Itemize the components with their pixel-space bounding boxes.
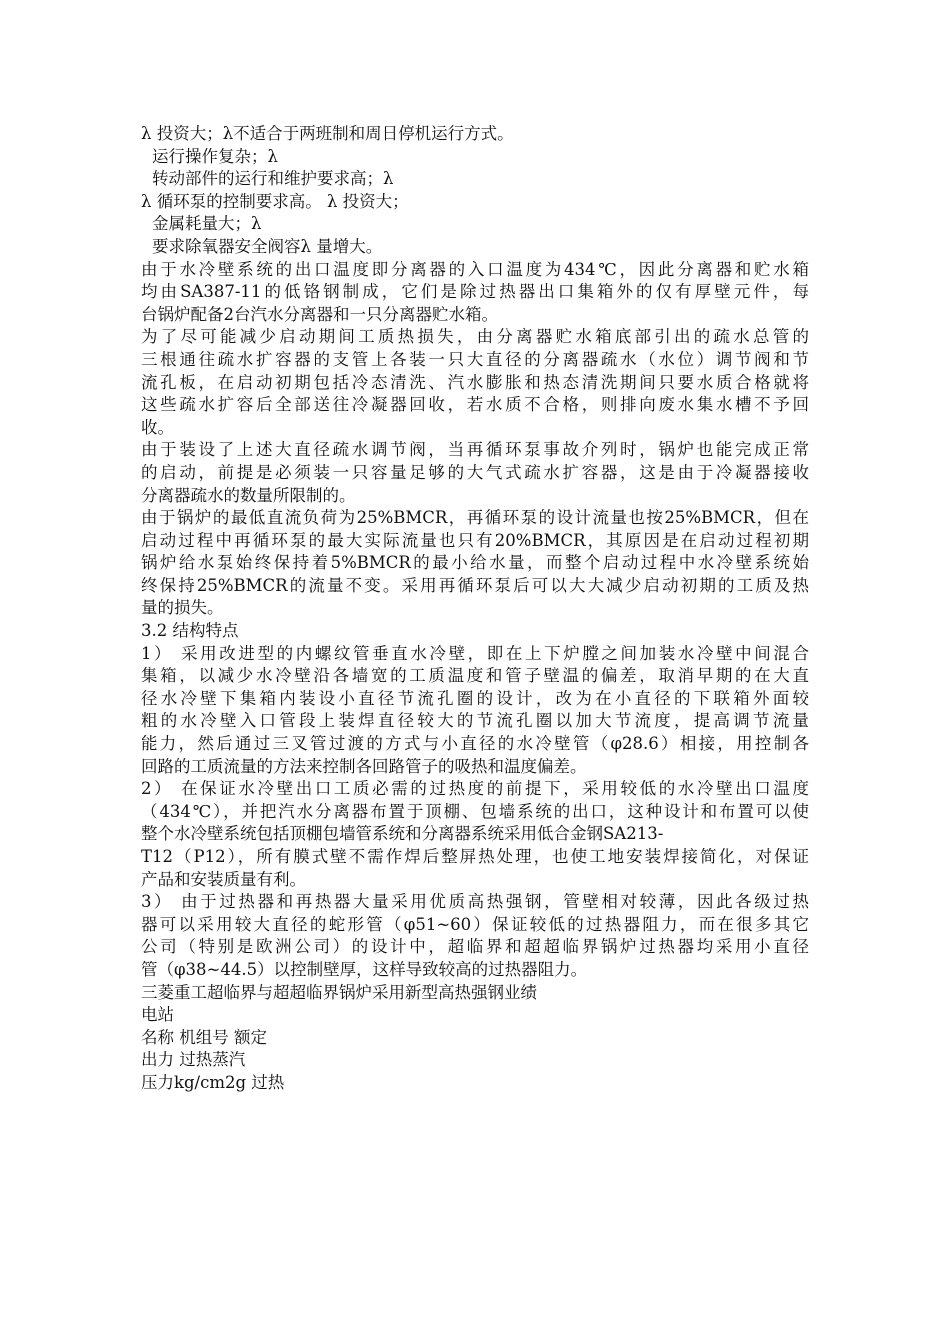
text-line: 由于锅炉的最低直流负荷为25%BMCR，再循环泵的设计流量也按25%BMCR，但在 xyxy=(141,508,809,528)
text-line: 公司（特别是欧洲公司）的设计中，超临界和超超临界锅炉过热器均采用小直径 xyxy=(141,937,809,957)
text-line: 量的损失。 xyxy=(141,598,224,618)
text-line: 流孔板，在启动初期包括冷态清洗、汽水膨胀和热态清洗期间只要水质合格就将 xyxy=(141,372,809,392)
text-line: 的启动，前提是必须装一只容量足够的大气式疏水扩容器，这是由于冷凝器接收 xyxy=(141,462,809,482)
text-line: 回路的工质流量的方法来控制各回路管子的吸热和温度偏差。 xyxy=(141,756,587,776)
text-line: 1） 采用改进型的内螺纹管垂直水冷壁，即在上下炉膛之间加装水冷壁中间混合 xyxy=(141,643,809,663)
text-line: 三菱重工超临界与超超临界锅炉采用新型高热强钢业绩 xyxy=(141,982,537,1002)
text-line: 这些疏水扩容后全部送往冷凝器回收，若水质不合格，则排向废水集水槽不予回 xyxy=(141,395,809,415)
section-heading: 3.2 结构特点 xyxy=(141,621,239,641)
text-line: 要求除氧器安全阀容λ 量增大。 xyxy=(152,236,383,256)
text-line: T12（P12），所有膜式壁不需作焊后整屏热处理，也使工地安装焊接简化，对保证 xyxy=(141,847,809,866)
text-line: 运行操作复杂；λ xyxy=(152,146,278,166)
text-line: 由于水冷壁系统的出口温度即分离器的入口温度为434℃，因此分离器和贮水箱 xyxy=(141,259,809,279)
text-line: 产品和安装质量有利。 xyxy=(141,869,306,889)
text-line: 终保持25%BMCR的流量不变。采用再循环泵后可以大大减少启动初期的工质及热 xyxy=(141,575,809,595)
text-line: 锅炉给水泵始终保持着5%BMCR的最小给水量，而整个启动过程中水冷壁系统始 xyxy=(141,553,809,573)
text-line: 径水冷壁下集箱内装设小直径节流孔圈的设计，改为在小直径的下联箱外面较 xyxy=(141,688,809,708)
text-line: 2） 在保证水冷壁出口工质必需的过热度的前提下，采用较低的水冷壁出口温度 xyxy=(141,779,809,799)
text-line: 3） 由于过热器和再热器大量采用优质高热强钢，管壁相对较薄，因此各级过热 xyxy=(141,892,809,912)
text-line: 由于装设了上述大直径疏水调节阀，当再循环泵事故介列时，锅炉也能完成正常 xyxy=(141,440,809,460)
text-line: 名称 机组号 额定 xyxy=(141,1027,267,1047)
text-line: 分离器疏水的数量所限制的。 xyxy=(141,485,356,505)
text-line: 三根通往疏水扩容器的支管上各装一只大直径的分离器疏水（水位）调节阀和节 xyxy=(141,349,809,369)
text-line: 粗的水冷壁入口管段上装焊直径较大的节流孔圈以加大节流度，提高调节流量 xyxy=(141,711,809,731)
text-line: （434℃），并把汽水分离器布置于顶棚、包墙系统的出口，这种设计和布置可以使 xyxy=(141,801,809,821)
text-line: 电站 xyxy=(141,1005,174,1025)
text-line: 出力 过热蒸汽 xyxy=(141,1050,246,1070)
text-line: 启动过程中再循环泵的最大实际流量也只有20%BMCR，其原因是在启动过程初期 xyxy=(141,530,809,550)
text-line: 整个水冷壁系统包括顶棚包墙管系统和分离器系统采用低合金钢SA213- xyxy=(141,824,664,844)
text-line: λ 循环泵的控制要求高。 λ 投资大； xyxy=(141,191,409,211)
text-line: 收。 xyxy=(141,417,174,437)
text-line: 金属耗量大；λ xyxy=(152,214,262,234)
text-line: 能力，然后通过三叉管过渡的方式与小直径的水冷壁管（φ28.6）相接，用控制各 xyxy=(141,734,809,754)
text-line: 器可以采用较大直径的蛇形管（φ51~60）保证较低的过热器阻力，而在很多其它 xyxy=(141,914,809,934)
text-line: 台锅炉配备2台汽水分离器和一只分离器贮水箱。 xyxy=(141,304,498,324)
text-line: 集箱，以减少水冷壁沿各墙宽的工质温度和管子壁温的偏差，取消早期的在大直 xyxy=(141,666,809,686)
document-body xyxy=(141,123,809,1095)
text-line: 压力kg/cm2g 过热 xyxy=(141,1072,285,1092)
text-line: 均由SA387-11的低铬钢制成，它们是除过热器出口集箱外的仅有厚壁元件，每 xyxy=(141,282,809,302)
text-line: 转动部件的运行和维护要求高；λ xyxy=(152,169,394,189)
text-line: 为了尽可能减少启动期间工质热损失，由分离器贮水箱底部引出的疏水总管的 xyxy=(141,327,809,347)
text-line: 管（φ38~44.5）以控制壁厚，这样导致较高的过热器阻力。 xyxy=(141,959,588,979)
text-line: λ 投资大；λ不适合于两班制和周日停机运行方式。 xyxy=(141,124,514,143)
